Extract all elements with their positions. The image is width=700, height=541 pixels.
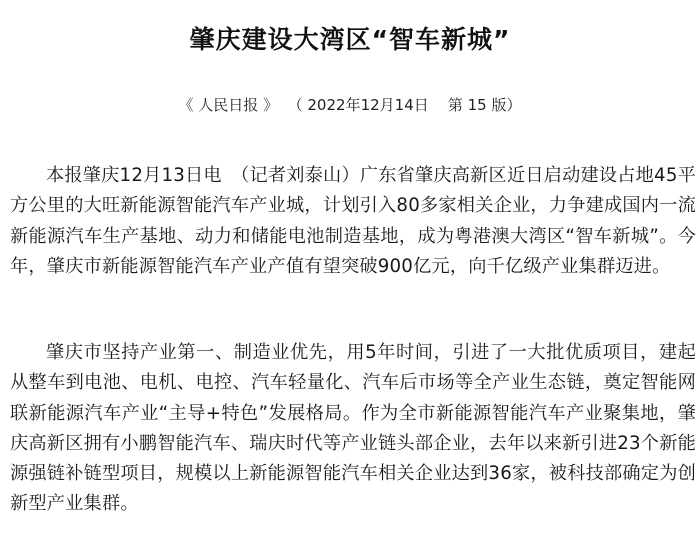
article-paragraph-2: 肇庆市坚持产业第一、制造业优先，用5年时间，引进了一大批优质项目，建起从整车到电池、电机、电控、汽车轻量化、汽车后市场等全产业生态链，奠定智能网联新能源汽车产业“主导+特色”发展格局。作为全市新能源智能汽车产业聚集地，肇庆高新区拥有小鹏智能汽车、瑞庆时代等产业链头部企业，去年以来新引进23个新能源强链补链型项目，规模以上新能源智能汽车相关企业达到36家，被科技部确定为创新型产业集群。 xyxy=(10,342,696,515)
page-number: 第 15 版） xyxy=(447,96,522,114)
article-source-line xyxy=(0,94,700,115)
newspaper-name: 《 人民日报 》 xyxy=(178,96,279,114)
article-title: 肇庆建设大湾区“智车新城” xyxy=(189,25,511,54)
article-paragraph-1: 本报肇庆12月13日电 （记者刘泰山）广东省肇庆高新区近日启动建设占地45平方公里的大旺新能源智能汽车产业城，计划引入80多家相关企业，力争建成国内一流新能源汽车生产基地、动力和储能电池制造基地，成为粤港澳大湾区“智车新城”。今年，肇庆市新能源智能汽车产业产值有望突破900亿元，向千亿级产业集群迈进。 xyxy=(10,165,696,277)
publish-date: （ 2022年12月14日 xyxy=(287,96,429,114)
